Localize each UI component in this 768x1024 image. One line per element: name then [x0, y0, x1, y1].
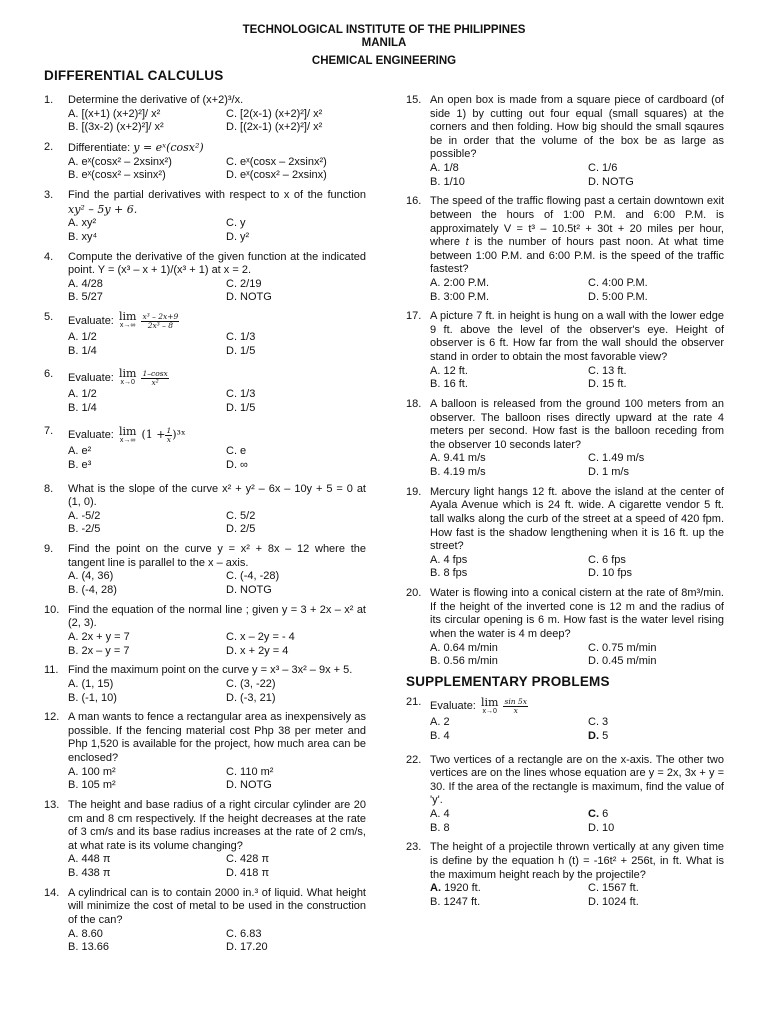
option-b: B. 1/10 [430, 175, 465, 188]
option-d: D. NOTG [226, 583, 272, 596]
option-c: C. x – 2y = - 4 [226, 630, 295, 643]
option-a: A. 448 π [68, 853, 111, 866]
fraction: $\frac{1-\cos x}{\text{x²}}$ [142, 368, 168, 387]
option-d: D. 1 m/s [588, 466, 629, 478]
option-b: B. 1/4 [68, 344, 97, 357]
option-d: D. 15 ft. [588, 378, 627, 391]
option-c: C. 3 [588, 716, 609, 729]
option-d: D. y² [226, 230, 250, 243]
question-23: 23. The height of a projectile thrown vertically at any given time is define by the equation h (t) = -16t² + 256t, in ft. What is the maximum height reach by the projectile? A. 1920 ft. C. 1567 ft. B. 1247 ft. D. 1024 ft. [406, 841, 724, 908]
question-20: 20. Water is flowing into a conical cistern at the rate of 8m³/min. If the height of the inverted cone is 12 m and the radius of its circular opening is 6 m. How fast is the water level rising when the water is 4 m deep? A. 0.64 m/min C. 0.75 m/min B. 0.56 m/min D. 0.45 m/min [406, 587, 724, 668]
option-b: B. -2/5 [68, 523, 101, 536]
question-18: 18. A balloon is released from the ground 100 meters from an observer. The balloon rises directly upward at the rate 4 meters per second. How fast is the balloon receding from the observer 10 seconds later? A. 9.41 m/s C. 1.49 m/s B. 4.19 m/s D. 1 m/s [406, 398, 724, 478]
math-expression: xy² – 5y + 6. [68, 202, 138, 216]
option-d: D. eˣ(cosx² – 2xsinx) [226, 169, 327, 182]
question-3: 3. Find the partial derivatives with respect to x of the function xy² – 5y + 6. A. xy² C. y B. xy⁴ D. y² [44, 188, 366, 243]
school-city: MANILA [361, 37, 407, 49]
option-b: B. 16 ft. [430, 378, 468, 391]
option-d: D. 10 [588, 821, 615, 834]
option-d: D. ∞ [226, 459, 248, 472]
option-a: A. xy² [68, 217, 97, 230]
option-d: D. (-3, 21) [226, 691, 276, 704]
option-c: C. 0.75 m/min [588, 641, 657, 654]
question-17: 17. A picture 7 ft. in height is hung on a wall with the lower edge 9 ft. above the level of the observer's eye. Height of observer is 6 ft. How far from the wall should the observer stand in order to obtain the most favorable view? A. 12 ft. C. 13 ft. B. 16 ft. D. 15 ft. [406, 310, 724, 391]
math-expression: y = eˣ(cosx²) [133, 140, 204, 154]
option-b: B. xy⁴ [68, 230, 98, 243]
option-a: A. 1/8 [430, 161, 459, 174]
option-c: C. (3, -22) [226, 677, 276, 690]
option-c: C. 4:00 P.M. [588, 276, 648, 289]
option-d: D. NOTG [226, 779, 272, 792]
option-d: D. NOTG [588, 175, 634, 188]
right-column [406, 94, 724, 916]
option-b: B. 5/27 [68, 291, 103, 304]
question-6: 6. Evaluate: lim x→0 $\frac{1-\cos x}{\text{x²}}$ A. 1/2 C. 1/3 B. 1/4 D. 1/5 [44, 368, 366, 415]
question-11: 11. Find the maximum point on the curve y = x³ – 3x² – 9x + 5. A. (1, 15) C. (3, -22) B. (-1, 10) D. (-3, 21) [44, 664, 366, 705]
fraction: $\frac{\text{x³ – 2x+9}}{\text{2x³ – 8}}$ [142, 311, 179, 330]
option-b: B. 2x – y = 7 [68, 644, 130, 657]
option-b: B. e³ [68, 459, 92, 472]
option-d-answer: D. 5 [588, 730, 609, 743]
option-d: D. 1024 ft. [588, 895, 639, 908]
question-10: 10. Find the equation of the normal line ; given y = 3 + 2x – x² at (2, 3). A. 2x + y = 7 C. x – 2y = - 4 B. 2x – y = 7 D. x + 2y = 4 [44, 603, 366, 657]
option-c: C. 1/3 [226, 388, 256, 401]
option-a: A. 9.41 m/s [430, 452, 486, 465]
section-title-differential-calculus: DIFFERENTIAL CALCULUS [44, 68, 224, 83]
option-c: C. e [226, 445, 247, 458]
option-c: C. 1/3 [226, 331, 256, 344]
option-b: B. 438 π [68, 867, 111, 879]
option-b: B. 3:00 P.M. [430, 290, 490, 303]
option-c: C. 2/19 [226, 277, 262, 290]
option-d: D. 2/5 [226, 523, 256, 536]
option-a: A. -5/2 [68, 509, 101, 522]
option-b: B. (-1, 10) [68, 691, 117, 704]
option-b: B. 1247 ft. [430, 895, 481, 908]
option-c: C. 6 fps [588, 553, 626, 566]
option-a: A. 4/28 [68, 277, 103, 290]
question-14: 14. A cylindrical can is to contain 2000 in.³ of liquid. What height will minimize the cost of metal to be used in the construction of the can? A. 8.60 C. 6.83 B. 13.66 D. 17.20 [44, 886, 366, 954]
option-d: D. 17.20 [226, 941, 268, 954]
question-16: 16. The speed of the traffic flowing past a certain downtown exit between the hours of 1:00 P.M. and 6:00 P.M. is approximately V = t³ – 10.5t² + 30t + 20 miles per hour, where t is the number of hours past noon. At what time between 1:00 P.M. and 6:00 P.M. is the speed of the traffic fastest? A. 2:00 P.M. C. 4:00 P.M. B. 3:00 P.M. D. 5:00 P.M. [406, 195, 724, 303]
question-5: 5. Evaluate: lim x→∞ $\frac{\text{x³ – 2x+9}}{\text{2x³ – 8}}$ A. 1/2 C. 1/3 B. 1/4 D. 1/5 [44, 311, 366, 358]
left-column [44, 94, 366, 961]
option-a: A. 1/2 [68, 331, 97, 344]
option-b: B. 8 fps [430, 567, 468, 580]
option-c: C. 6.83 [226, 927, 262, 940]
option-c: C. [2(x-1) (x+2)²]/ x² [226, 107, 323, 120]
option-a: A. (4, 36) [68, 570, 114, 583]
option-c: C. 5/2 [226, 509, 256, 522]
option-a: A. 12 ft. [430, 364, 468, 377]
option-d: D. NOTG [226, 291, 272, 304]
option-d: D. 5:00 P.M. [588, 290, 648, 303]
question-7: 7. Evaluate: lim x→∞ (1 + $\frac{1}{x}$ )³ˣ A. e² C. e B. e³ D. ∞ [44, 425, 366, 472]
option-b: B. [(3x-2) (x+2)²]/ x² [68, 121, 164, 134]
option-a: A. 1/2 [68, 388, 97, 401]
question-2: 2. Differentiate: y = eˣ(cosx²) A. eˣ(cosx² – 2xsinx²) C. eˣ(cosx – 2xsinx²) B. eˣ(cosx² – xsinx²) D. eˣ(cosx² – 2xsinx) [44, 141, 366, 183]
question-21: 21. Evaluate: lim x→0 $\frac{\sin 5x}{x}$ A. 2 C. 3 B. 4 D. 5 [406, 696, 724, 743]
option-c: C. eˣ(cosx – 2xsinx²) [226, 155, 327, 168]
option-b: B. 1/4 [68, 401, 97, 414]
option-a: A. (1, 15) [68, 677, 114, 690]
question-19: 19. Mercury light hangs 12 ft. above the island at the center of Ayala Avenue which is 24 ft. wide. A cigarette vendor 5 ft. tall walks along the curb of the street at a speed of 420 fpm. How fast is the shadow lengthening when it is 16 ft. up the street? A. 4 fps C. 6 fps B. 8 fps D. 10 fps [406, 485, 724, 580]
limit-expression: lim x→0 [480, 695, 499, 715]
option-d: D. 418 π [226, 867, 270, 879]
option-d: D. 0.45 m/min [588, 655, 657, 668]
option-d: D. 1/5 [226, 401, 256, 414]
limit-expression: lim x→0 [118, 367, 137, 387]
option-a-answer: A. 1920 ft. [430, 882, 481, 895]
option-a: A. e² [68, 445, 92, 458]
option-b: B. 4 [430, 730, 450, 743]
question-22: 22. Two vertices of a rectangle are on the x-axis. The other two vertices are on the lines whose equation are y = 2x, 3x + y = 30. If the area of the rectangle is maximum, find the value of 'y'. A. 4 C. 6 B. 8 D. 10 [406, 753, 724, 834]
option-d: D. [(2x-1) (x+2)²]/ x² [226, 121, 323, 134]
question-1: 1. Determine the derivative of (x+2)³/x. A. [(x+1) (x+2)²]/ x² C. [2(x-1) (x+2)²]/ x² B. [(3x-2) (x+2)²]/ x² D. [(2x-1) (x+2)²]/ x² [44, 94, 366, 135]
option-b: B. 105 m² [68, 779, 116, 792]
section-title-supplementary: SUPPLEMENTARY PROBLEMS [406, 673, 610, 689]
school-name: TECHNOLOGICAL INSTITUTE OF THE PHILIPPINES [242, 24, 526, 36]
option-d: D. 1/5 [226, 344, 256, 357]
question-13: 13. The height and base radius of a right circular cylinder are 20 cm and 8 cm respectively. If the height decreases at the rate of 3 cm/s and its base radius increases at the rate of 2 cm/s, at what rate is its volume changing? A. 448 π C. 428 π B. 438 π D. 418 π [44, 799, 366, 879]
option-b: B. 0.56 m/min [430, 655, 498, 668]
option-b: B. 8 [430, 821, 450, 834]
option-c-answer: C. 6 [588, 808, 609, 821]
option-a: A. 4 [430, 808, 450, 821]
limit-expression: lim x→∞ [118, 310, 137, 330]
option-c: C. 1.49 m/s [588, 452, 645, 465]
option-b: B. eˣ(cosx² – xsinx²) [68, 169, 166, 182]
option-d: D. x + 2y = 4 [226, 644, 289, 657]
limit-expression: lim x→∞ [118, 424, 137, 444]
option-a: A. eˣ(cosx² – 2xsinx²) [68, 155, 172, 168]
option-a: A. [(x+1) (x+2)²]/ x² [68, 107, 161, 120]
option-d: D. 10 fps [588, 567, 633, 580]
option-a: A. 2x + y = 7 [68, 630, 130, 643]
option-c: C. 1/6 [588, 161, 618, 174]
question-12: 12. A man wants to fence a rectangular area as inexpensively as possible. If the fencing material cost Php 38 per meter and Php 1,520 is available for the project, how much area can be enclosed? A. 100 m² C. 110 m² B. 105 m² D. NOTG [44, 711, 366, 792]
fraction: $\frac{1}{x}$ [166, 426, 172, 445]
option-a: A. 8.60 [68, 927, 103, 940]
option-c: C. y [226, 217, 246, 230]
question-9: 9. Find the point on the curve y = x² + 8x – 12 where the tangent line is parallel to the x – axis. A. (4, 36) C. (-4, -28) B. (-4, 28) D. NOTG [44, 543, 366, 596]
option-a: A. 2 [430, 716, 450, 729]
option-c: C. 1567 ft. [588, 882, 639, 895]
option-b: B. 4.19 m/s [430, 466, 486, 478]
option-c: C. 13 ft. [588, 364, 627, 377]
option-a: A. 2:00 P.M. [430, 276, 490, 289]
option-c: C. 110 m² [226, 765, 274, 778]
program-name: CHEMICAL ENGINEERING [311, 55, 457, 67]
question-8: 8. What is the slope of the curve x² + y² – 6x – 10y + 5 = 0 at (1, 0). A. -5/2 C. 5/2 B. -2/5 D. 2/5 [44, 482, 366, 536]
option-a: A. 100 m² [68, 765, 116, 778]
option-b: B. (-4, 28) [68, 583, 117, 596]
option-c: C. 428 π [226, 853, 270, 866]
question-4: 4. Compute the derivative of the given function at the indicated point. Y = (x³ – x + 1)/(x³ + 1) at x = 2. A. 4/28 C. 2/19 B. 5/27 D. NOTG [44, 250, 366, 304]
option-a: A. 4 fps [430, 553, 468, 566]
fraction: $\frac{\sin 5x}{x}$ [504, 697, 527, 716]
option-a: A. 0.64 m/min [430, 641, 498, 654]
option-b: B. 13.66 [68, 941, 109, 954]
question-15: 15. An open box is made from a square piece of cardboard (of side 1) by cutting out four equal (small squares) at the corners and then folding. How big should the small sqaures be in order that the volume of the box be as large as possible? A. 1/8 C. 1/6 B. 1/10 D. NOTG [406, 94, 724, 188]
option-c: C. (-4, -28) [226, 570, 280, 583]
